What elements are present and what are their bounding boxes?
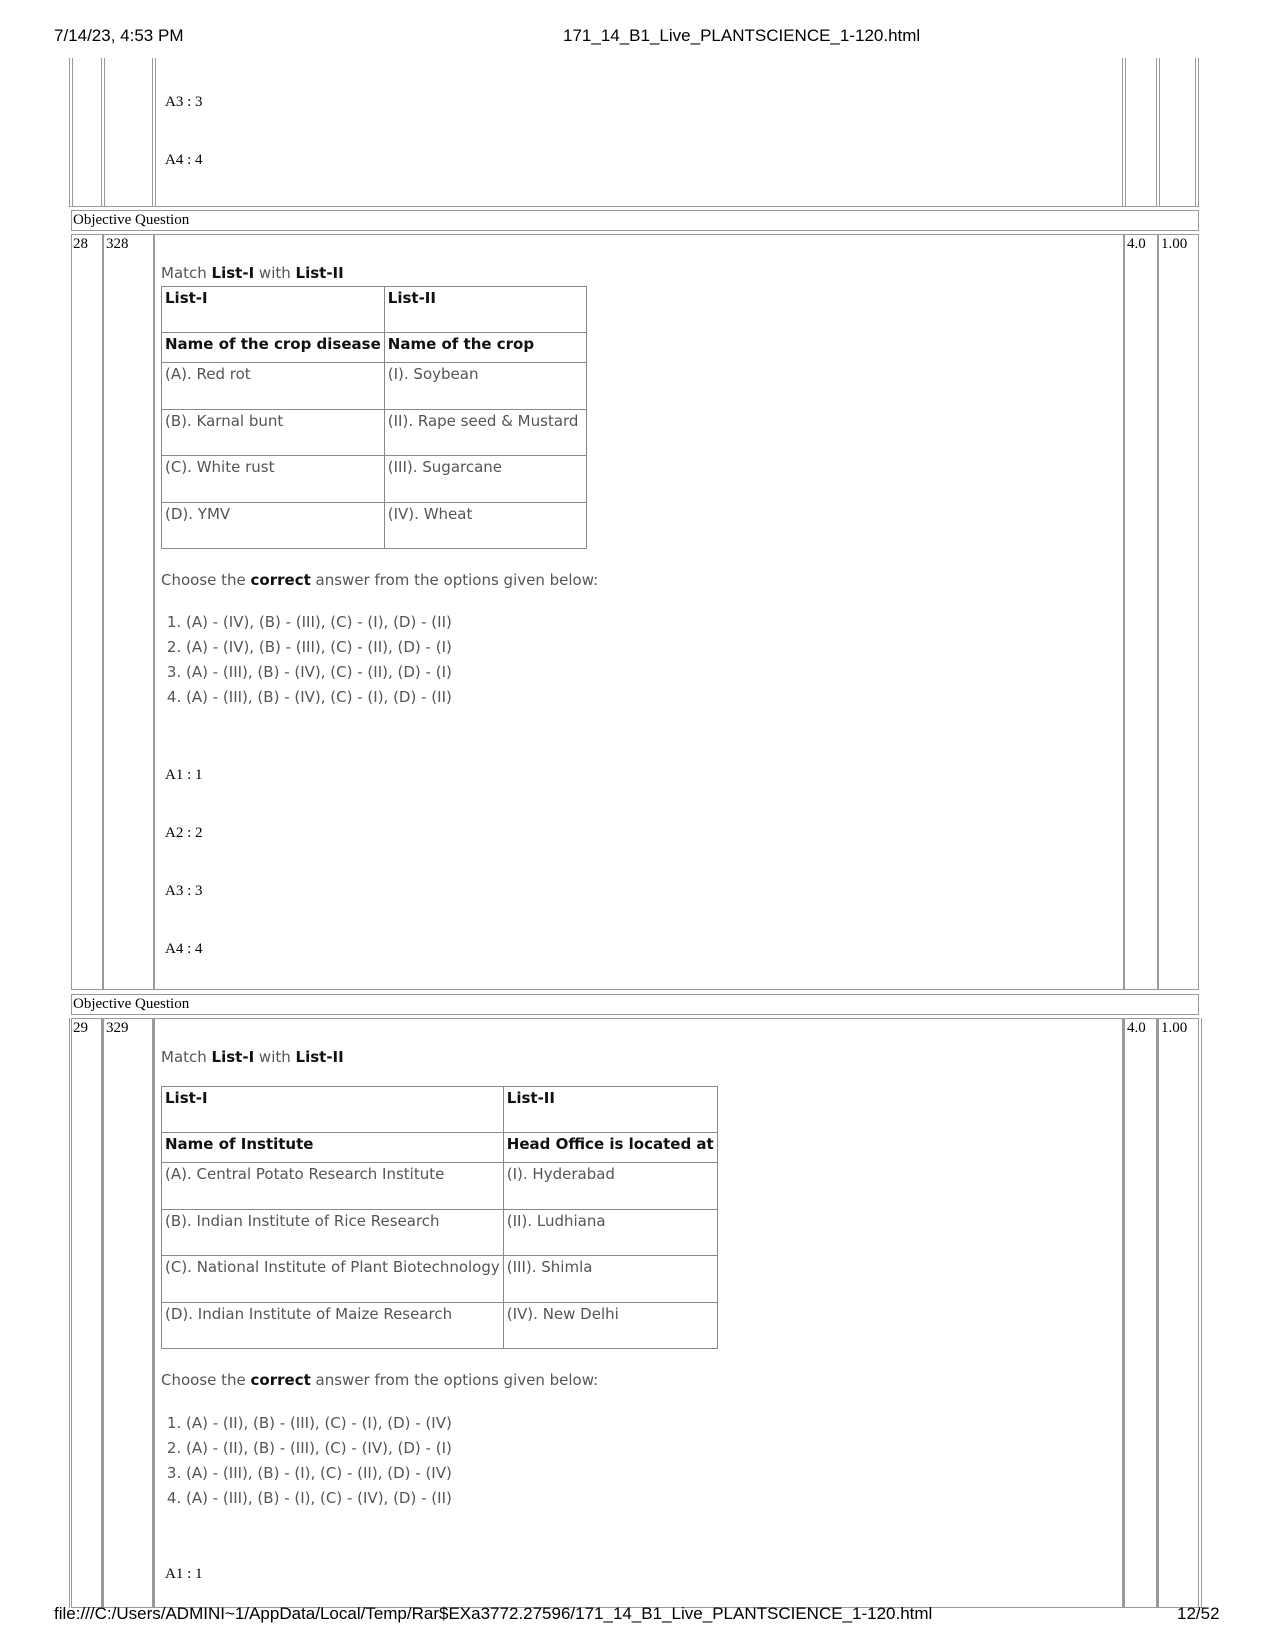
table-cell: (A). Red rot xyxy=(162,363,385,410)
choose-instruction: Choose the correct answer from the options given below: xyxy=(161,1371,599,1389)
section-label: Objective Question xyxy=(73,996,190,1012)
table-cell: (B). Karnal bunt xyxy=(162,410,385,456)
question-marks: 4.0 xyxy=(1127,236,1146,252)
match-table: List-I List-II Name of the crop disease Name of the crop (A). Red rot (I). Soybean (B). Karnal bunt (II). Rape seed & Mustard (C). White rust (III). Sugarcane (D). YMV (IV). Wheat xyxy=(161,286,587,549)
section-label-row xyxy=(71,210,1199,231)
table-cell: (II). Ludhiana xyxy=(503,1210,717,1256)
option-item: 1. (A) - (II), (B) - (III), (C) - (I), (D) - (IV) xyxy=(186,1411,452,1436)
answer-option: A4 : 4 xyxy=(165,941,203,957)
question-id: 329 xyxy=(106,1020,129,1036)
options-list xyxy=(162,1411,452,1511)
question-id: 328 xyxy=(106,236,129,252)
options-list xyxy=(162,610,452,710)
option-item: 2. (A) - (IV), (B) - (III), (C) - (II), (D) - (I) xyxy=(186,635,452,660)
answer-option: A3 : 3 xyxy=(165,883,203,899)
choose-instruction: Choose the correct answer from the options given below: xyxy=(161,571,599,589)
question-marks: 4.0 xyxy=(1127,1020,1146,1036)
section-label: Objective Question xyxy=(73,212,190,228)
table-cell: (D). YMV xyxy=(162,503,385,549)
option-item: 4. (A) - (III), (B) - (IV), (C) - (I), (D) - (II) xyxy=(186,685,452,710)
answer-option: A4 : 4 xyxy=(165,152,203,168)
section-label-row xyxy=(71,994,1199,1015)
question-intro: Match List-I with List-II xyxy=(161,264,344,282)
print-filename: 171_14_B1_Live_PLANTSCIENCE_1-120.html xyxy=(563,26,921,45)
table-cell: (II). Rape seed & Mustard xyxy=(384,410,586,456)
table-cell: (III). Shimla xyxy=(503,1256,717,1303)
table-cell: (C). White rust xyxy=(162,456,385,503)
question-serial: 28 xyxy=(73,236,88,252)
table-cell: (III). Sugarcane xyxy=(384,456,586,503)
print-file-path: file:///C:/Users/ADMINI~1/AppData/Local/Temp/Rar$EXa3772.27596/171_14_B1_Live_PLANTSCIENCE_1-120.html xyxy=(54,1604,933,1623)
answer-option: A1 : 1 xyxy=(165,1566,203,1582)
table-cell: (I). Soybean xyxy=(384,363,586,410)
print-datetime: 7/14/23, 4:53 PM xyxy=(54,26,184,45)
match-table: List-I List-II Name of Institute Head Office is located at (A). Central Potato Research Institute (I). Hyderabad (B). Indian Institute of Rice Research (II). Ludhiana (C). National Institute of Plant Biotechnology (III). Shimla (D). Indian Institute of Maize Research (IV). New Delhi xyxy=(161,1086,718,1349)
table-cell: (D). Indian Institute of Maize Research xyxy=(162,1303,504,1349)
option-item: 1. (A) - (IV), (B) - (III), (C) - (I), (D) - (II) xyxy=(186,610,452,635)
question-serial: 29 xyxy=(73,1020,88,1036)
answer-option: A3 : 3 xyxy=(165,94,203,110)
option-item: 3. (A) - (III), (B) - (IV), (C) - (II), (D) - (I) xyxy=(186,660,452,685)
option-item: 3. (A) - (III), (B) - (I), (C) - (II), (D) - (IV) xyxy=(186,1461,452,1486)
question-negative-marks: 1.00 xyxy=(1161,1020,1188,1036)
question-intro: Match List-I with List-II xyxy=(161,1048,344,1066)
page-number: 12/52 xyxy=(1177,1604,1220,1623)
answer-option: A2 : 2 xyxy=(165,825,203,841)
table-cell: (A). Central Potato Research Institute xyxy=(162,1163,504,1210)
table-cell: (IV). New Delhi xyxy=(503,1303,717,1349)
table-cell: (IV). Wheat xyxy=(384,503,586,549)
option-item: 2. (A) - (II), (B) - (III), (C) - (IV), (D) - (I) xyxy=(186,1436,452,1461)
table-cell: (C). National Institute of Plant Biotechnology xyxy=(162,1256,504,1303)
question-negative-marks: 1.00 xyxy=(1161,236,1188,252)
option-item: 4. (A) - (III), (B) - (I), (C) - (IV), (D) - (II) xyxy=(186,1486,452,1511)
table-cell: (B). Indian Institute of Rice Research xyxy=(162,1210,504,1256)
answer-option: A1 : 1 xyxy=(165,767,203,783)
table-cell: (I). Hyderabad xyxy=(503,1163,717,1210)
